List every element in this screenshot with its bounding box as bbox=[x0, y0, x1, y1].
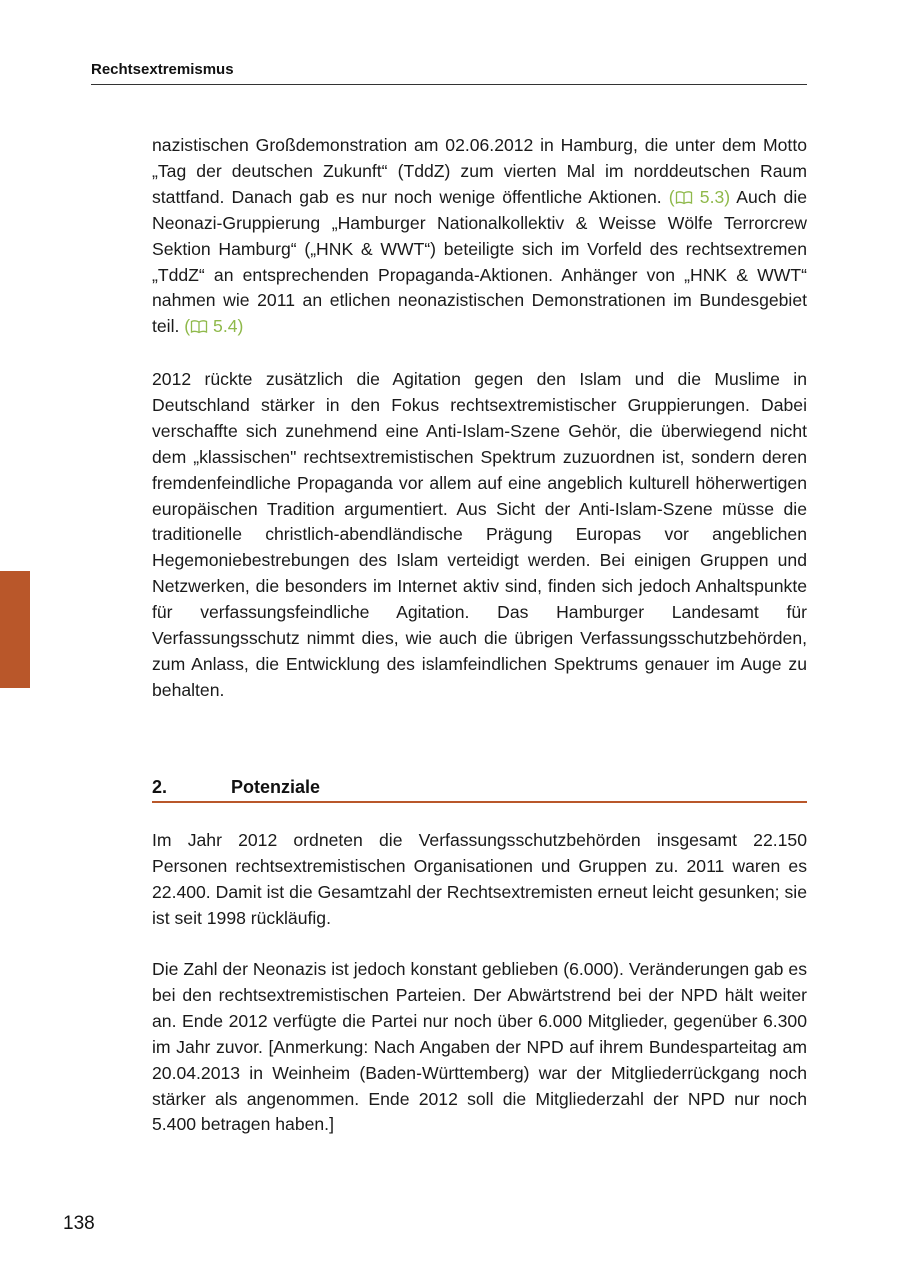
paragraph-1-text-a: nazistischen Großdemonstration am 02.06.2012 in Hamburg, die unter dem Motto „Tag der deutschen Zukunft“ (TddZ) zum vierten Mal im norddeutschen Raum stattfand. Danach gab es nur noch wenige öffentliche Aktionen. bbox=[152, 135, 807, 207]
paragraph-2 bbox=[152, 367, 807, 704]
section-title: Potenziale bbox=[231, 777, 321, 797]
paragraph-4 bbox=[152, 957, 807, 1138]
section-number: 2. bbox=[152, 777, 168, 797]
paragraph-4-text: Die Zahl der Neonazis ist jedoch konstant geblieben (6.000). Veränderungen gab es bei den rechtsextremistischen Parteien. Der Abwärtstrend bei der NPD hält weiter an. Ende 2012 verfügte die Partei nur noch über 6.000 Mitglieder, gegenüber 6.300 im Jahr zuvor. [Anmerkung: Nach Angaben der NPD auf ihrem Bundesparteitag am 20.04.2013 in Weinheim (Baden-Württemberg) war der Mitgliederrückgang noch stärker als angenommen. Ende 2012 soll die Mitgliederzahl der NPD nur noch 5.400 betragen haben.] bbox=[152, 959, 807, 1135]
cross-reference-5-4[interactable]: ( 5.4) bbox=[184, 316, 244, 337]
header-divider bbox=[91, 84, 807, 85]
paragraph-3 bbox=[152, 828, 807, 932]
book-icon bbox=[675, 190, 693, 205]
chapter-side-tab bbox=[0, 571, 30, 688]
paragraph-3-text: Im Jahr 2012 ordneten die Verfassungsschutzbehörden insgesamt 22.150 Personen rechtsextremistischen Organisationen und Gruppen zu. 2011 waren es 22.400. Damit ist die Gesamtzahl der Rechtsextremisten erneut leicht gesunken; sie ist seit 1998 rückläufig. bbox=[152, 830, 807, 928]
cross-reference-5-4-label: 5.4) bbox=[213, 316, 244, 337]
paragraph-1-text-b: Auch die Neonazi-Gruppierung „Hamburger Nationalkollektiv & Weisse Wölfe Terrorcrew Sektion Hamburg“ („HNK & WWT“) beteiligte sich im Vorfeld des rechtsextremen „TddZ“ an entsprechenden Propaganda-Aktionen. Anhänger von „HNK & WWT“ nahmen wie 2011 an etlichen neonazistischen Demonstrationen im Bundesgebiet teil. bbox=[152, 186, 808, 337]
cross-reference-5-3-label: 5.3) bbox=[699, 186, 731, 207]
cross-reference-5-3[interactable]: ( 5.3) bbox=[668, 186, 731, 207]
book-icon bbox=[190, 319, 208, 334]
section-divider bbox=[152, 801, 807, 803]
paragraph-1 bbox=[152, 133, 807, 340]
running-header-title: Rechtsextremismus bbox=[91, 61, 234, 78]
page-number: 138 bbox=[63, 1213, 95, 1234]
paragraph-2-text: 2012 rückte zusätzlich die Agitation gegen den Islam und die Muslime in Deutschland stärker in den Fokus rechtsextremistischer Gruppierungen. Dabei verschaffte sich zunehmend eine Anti-Islam-Szene Gehör, die überwiegend nicht dem „klassischen" rechtsextremistischen Spektrum zuzuordnen ist, sondern deren fremdenfeindliche Propaganda vor allem auf eine angeblich kulturell höherwertigen europäischen Tradition argumentiert. Aus Sicht der Anti-Islam-Szene müsse die traditionelle christlich-abendländische Prägung Europas vor angeblichen Hegemoniebestrebungen des Islam verteidigt werden. Bei einigen Gruppen und Netzwerken, die besonders im Internet aktiv sind, finden sich jedoch Anhaltspunkte für verfassungsfeindliche Agitation. Das Hamburger Landesamt für Verfassungsschutz nimmt dies, wie auch die übrigen Verfassungsschutzbehörden, zum Anlass, die Entwicklung des islamfeindlichen Spektrums genauer im Auge zu behalten. bbox=[152, 369, 807, 700]
section-heading bbox=[152, 777, 807, 803]
